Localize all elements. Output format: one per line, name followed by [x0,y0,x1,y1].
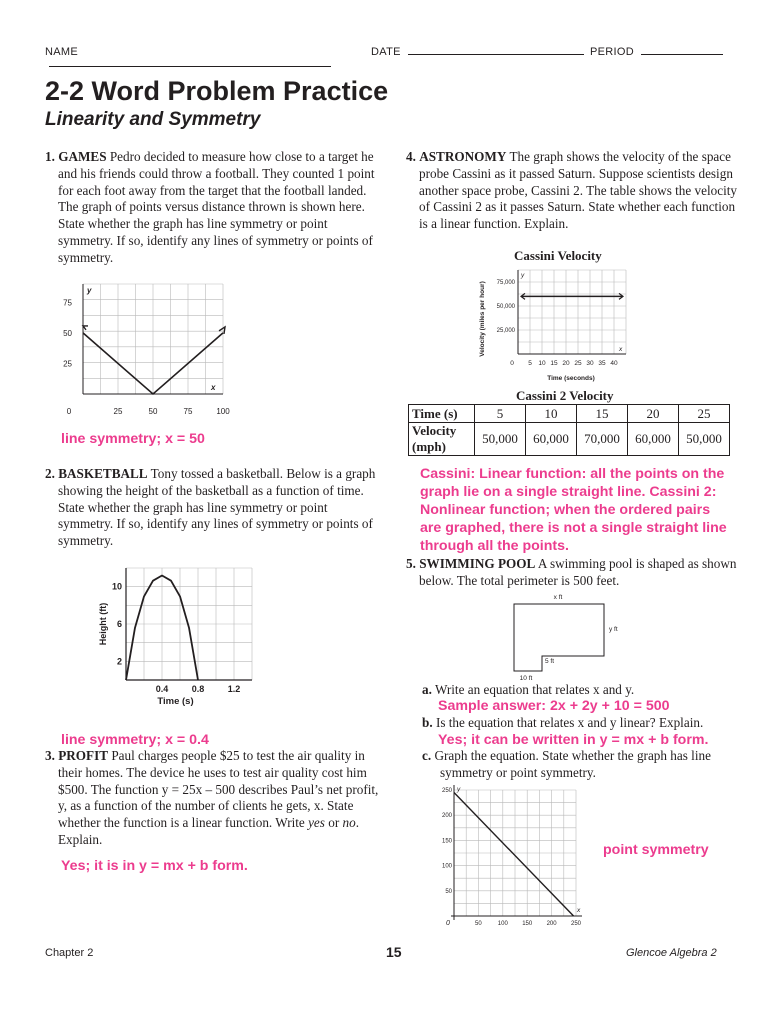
y-axis-label: Height (ft) [98,602,108,646]
problem-1-keyword: GAMES [58,149,107,164]
x-tick-label: 25 [574,360,582,367]
part-a-label: a. [422,682,432,697]
problem-3-yes: yes [308,815,325,831]
y-tick-label: 150 [441,838,452,845]
x-tick-label: 50 [475,921,482,927]
cassini-x-axis-label: Time (seconds) [547,375,595,382]
games-graph-grid [83,284,223,394]
cassini-graph [478,264,638,384]
origin-label: 0 [446,920,450,927]
y-tick-label: 75 [63,298,72,308]
period-label: PERIOD [590,46,634,58]
part-b-label: b. [422,715,433,730]
name-field [45,46,365,70]
y-axis-letter: y [87,286,92,295]
y-tick-label: 200 [441,813,452,820]
problem-3-no: no [342,815,356,831]
x-axis-label: Time (s) [157,696,194,707]
cassini-graph-grid [518,270,626,354]
cassini2-table-title: Cassini 2 Velocity [516,388,614,403]
table-cell: 50,000 [475,423,526,456]
x-tick-label: 100 [216,407,230,416]
problem-2 [45,466,380,550]
cassini-graph-title: Cassini Velocity [514,248,602,263]
x-tick-label: 75 [183,407,193,416]
x-tick-label: 0.4 [155,684,169,694]
left-arrowhead [83,326,88,330]
table-row-header: Time (s) [409,405,475,423]
x-tick-label: 30 [586,360,594,367]
pool-label-inner: 5 ft [545,658,555,665]
games-graph-tick-labels [63,298,230,416]
part-b-answer: Yes; it can be written in y = mx + b form. [438,732,709,748]
problem-3-explain: . Explain. [58,815,359,847]
problem-1-number: 1. [45,149,55,164]
y-axis-letter: y [521,272,525,279]
y-tick-label: 75,000 [496,280,515,286]
y-tick-label: 2 [116,656,122,667]
table-cell: 5 [475,405,526,423]
y-tick-label: 50,000 [496,304,515,310]
footer-chapter: Chapter 2 [45,947,94,959]
y-tick-label: 250 [441,788,452,794]
problem-4 [406,149,739,233]
table-cell: 20 [628,405,679,423]
x-tick-label: 250 [570,921,582,927]
problem-4-answer: Cassini: Linear function: all the points on the graph lie on a single straight line. Cassini 2: Nonlinear function; when the ordered pairs are graphed, there is not a single straight line through all the points. [420,466,727,554]
table-cell: 60,000 [628,423,679,456]
table-row-header: Velocity (mph) [409,423,475,456]
page-subtitle: Linearity and Symmetry [45,109,261,130]
x-tick-label: 15 [550,360,558,367]
equation-graph-tick-labels [442,788,582,927]
problem-3-text: Paul charges people $25 to test the air quality in their homes. The device he uses to test air quality cost him $500. The function y = 25x – 500 describes Paul’s net profit, y, as a function of the number of clients he gets, x. State whether the function is a linear function. Write [58,748,379,831]
table-cell: 25 [679,405,730,423]
part-c-answer: point symmetry [603,842,709,858]
footer-book: Glencoe Algebra 2 [626,947,717,959]
x-axis-letter: x [577,907,581,914]
problem-5-keyword: SWIMMING POOL [419,556,536,571]
equation-graph-series [454,793,574,916]
problem-4-text: The graph shows the velocity of the space probe Cassini as it passed Saturn. Suppose scientists design another space probe, Cassini 2. The table shows the velocity of Cassini 2 as it passes Saturn. State whether each function is a linear function. Explain. [419,149,738,232]
cassini2-table [408,404,730,456]
pool-diagram [500,590,630,682]
x-tick-label: 150 [522,921,533,927]
x-tick-label: 1.2 [227,684,241,694]
problem-3-number: 3. [45,748,55,763]
problem-2-text: Tony tossed a basketball. Below is a graph showing the height of the basketball as a function of time. State whether the graph has line symmetry or point symmetry. If so, identify any lines of symmetry or points of symmetry. [58,466,376,549]
x-axis-letter: x [211,383,216,392]
period-field [590,46,723,58]
part-a-answer: Sample answer: 2x + 2y + 10 = 500 [438,698,670,714]
pool-equation-graph [432,782,592,934]
table-cell: 50,000 [679,423,730,456]
table-row [409,423,730,456]
problem-1 [45,149,380,267]
equation-graph-grid [454,790,576,916]
equation-graph-axes [451,785,582,920]
name-label: NAME [45,46,78,58]
basketball-graph-grid [126,568,252,680]
footer-page-number: 15 [386,944,402,960]
y-tick-label: 10 [111,581,122,592]
games-graph-series [83,326,225,394]
x-tick-label: 25 [113,407,123,416]
table-row [409,405,730,423]
y-tick-label: 50 [445,888,452,895]
origin-label: 0 [510,360,514,367]
problem-1-answer: line symmetry; x = 50 [61,431,205,447]
date-label: DATE [371,46,401,58]
cassini-y-axis-label: Velocity (miles per hour) [479,281,486,357]
page-title: 2-2 Word Problem Practice [45,76,389,106]
y-tick-label: 6 [116,619,122,629]
problem-5-text: A swimming pool is shaped as shown below. The total perimeter is 500 feet. [419,556,737,588]
date-field [371,46,584,58]
table-cell: 15 [577,405,628,423]
x-tick-label: 5 [528,360,532,367]
part-b [422,715,732,732]
basketball-graph-tick-labels [112,582,240,694]
problem-3-keyword: PROFIT [58,748,109,763]
problem-4-keyword: ASTRONOMY [419,149,507,164]
problem-5 [406,556,739,590]
problem-4-number: 4. [406,149,416,164]
y-tick-label: 100 [441,863,452,870]
basketball-graph [98,560,258,710]
y-axis-letter: y [457,786,461,793]
problem-3-or: or [328,815,340,831]
y-tick-label: 50 [63,328,72,338]
x-tick-label: 35 [598,360,606,367]
x-tick-label: 100 [497,921,508,927]
problem-1-text: Pedro decided to measure how close to a target he and his friends could throw a football. They counted 1 point for each foot away from the target that the football landed. The graph of points versus distance thrown is shown here. State whether the graph has line symmetry or point symmetry. If so, identify any lines of symmetry or points of symmetry. [58,149,375,265]
equation-series-line [454,793,574,916]
part-b-text: Is the equation that relates x and y linear? Explain. [435,715,704,730]
pool-outline [514,604,604,671]
pool-label-right: y ft [609,626,618,633]
table-cell: 70,000 [577,423,628,456]
cassini-graph-axes [518,270,626,354]
pool-label-bottom: 10 ft [519,675,533,682]
table-cell: 10 [526,405,577,423]
x-tick-label: 40 [610,360,618,367]
part-c-text: Graph the equation. State whether the graph has line symmetry or point symmetry. [434,748,711,780]
problem-3-answer: Yes; it is in y = mx + b form. [61,858,248,874]
x-axis-letter: x [619,346,623,353]
problem-3 [45,748,380,849]
problem-2-answer: line symmetry; x = 0.4 [61,732,209,748]
x-tick-label: 0.8 [191,684,205,694]
problem-2-number: 2. [45,466,55,481]
x-tick-label: 10 [538,360,546,367]
table-cell: 60,000 [526,423,577,456]
part-c [422,748,736,782]
y-tick-label: 25,000 [496,328,515,334]
x-tick-label: 50 [148,407,158,416]
x-tick-label: 0 [66,407,72,416]
x-tick-label: 200 [546,921,557,927]
y-tick-label: 25 [63,359,72,369]
x-tick-label: 20 [562,360,570,367]
problem-5-number: 5. [406,556,416,571]
part-a-text: Write an equation that relates x and y. [434,682,635,697]
part-c-label: c. [422,748,432,763]
pool-label-top: x ft [553,594,563,601]
games-graph [55,280,235,420]
problem-2-keyword: BASKETBALL [58,466,148,481]
